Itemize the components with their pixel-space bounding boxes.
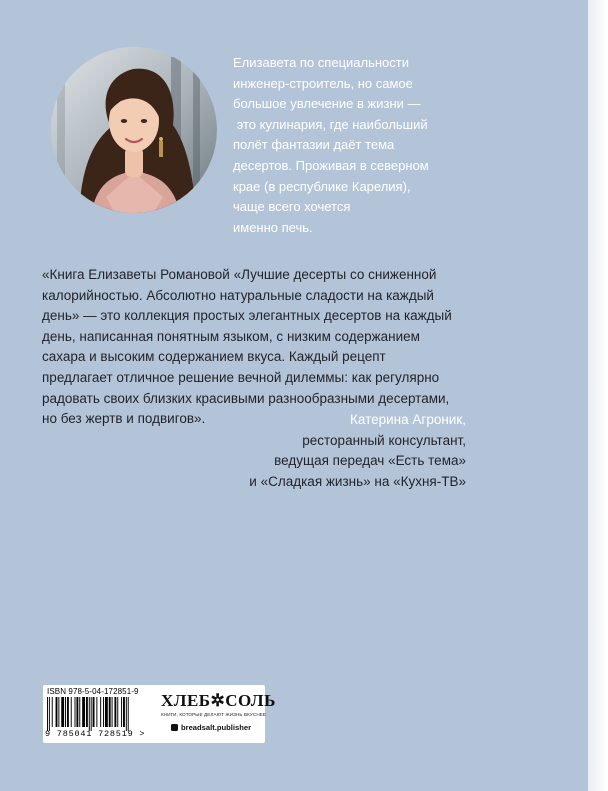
barcode-bar (56, 697, 58, 727)
attribution-role: и «Сладкая жизнь» на «Кухня-ТВ» (249, 473, 466, 489)
isbn-number: ISBN 978-5-04-172851-9 (47, 687, 139, 696)
author-photo-image (51, 47, 217, 213)
publisher-site (161, 723, 261, 732)
barcode-bar (79, 697, 80, 727)
attribution-name: Катерина Агроник, (350, 412, 466, 427)
barcode-digits: 9 785041 728519 > (45, 729, 146, 739)
review-quote (42, 265, 482, 430)
barcode-bar (112, 697, 113, 727)
barcode-bar (121, 697, 122, 727)
barcode-bar (100, 697, 101, 727)
author-bio (233, 53, 483, 238)
barcode-bar (61, 697, 64, 727)
barcode-bar (123, 697, 125, 727)
publisher-brand (161, 691, 276, 732)
quote-line: предлагает отличное решение вечной дилеммы: как регулярно (42, 369, 440, 385)
bio-line: именно печь. (233, 219, 313, 235)
author-portrait (51, 47, 217, 213)
quote-line: но без жертв и подвигов». (42, 411, 206, 427)
barcode-panel (43, 685, 276, 743)
barcode-bar (105, 697, 108, 727)
publisher-site-label: breadsalt.publisher (180, 723, 252, 732)
barcode-bar (52, 697, 53, 727)
bio-line: большое увлечение в жизни — (233, 96, 421, 112)
bio-line: десертов. Проживая в северном (233, 157, 429, 173)
publisher-tagline: КНИГИ, КОТОРЫЕ ДЕЛАЮТ ЖИЗНЬ ВКУСНЕЕ (161, 712, 267, 717)
bio-line: полёт фантазии даёт тема (233, 137, 395, 153)
barcode-bar (126, 697, 127, 731)
bio-line: Елизавета по специальности (233, 55, 409, 70)
barcode-image (46, 697, 156, 731)
quote-line: день» — это коллекция простых элегантных десертов на каждый (42, 308, 452, 324)
bio-line: чаще всего хочется (233, 199, 351, 215)
barcode-bar (96, 697, 97, 727)
book-spine-edge (588, 0, 608, 791)
barcode-bar (67, 697, 69, 727)
barcode-bar (58, 697, 59, 727)
barcode-bar (91, 697, 92, 731)
barcode-bar (82, 697, 85, 727)
barcode-bar (86, 697, 88, 727)
barcode-bar (49, 697, 50, 731)
barcode-bar (47, 697, 48, 731)
barcode-bar (75, 697, 76, 727)
barcode-bar (76, 697, 78, 727)
barcode-bar (71, 697, 72, 727)
barcode-bar (128, 697, 129, 731)
quote-line: день, написанная понятным языком, с низким содержанием (42, 328, 420, 344)
barcode-bar (109, 697, 111, 727)
quote-attribution (249, 410, 466, 492)
attribution-role: ведущая передач «Есть тема» (274, 453, 466, 469)
bio-line: это кулинария, где наибольший (233, 116, 428, 132)
bio-line: крае (в республике Карелия), (233, 178, 411, 194)
barcode-bar (103, 697, 104, 727)
barcode-bar (114, 697, 116, 727)
attribution-role: ресторанный консультант, (302, 432, 466, 448)
barcode-bar (117, 697, 118, 727)
bio-line: инженер-строитель, но самое (233, 75, 413, 91)
barcode-bar (93, 697, 95, 727)
quote-line: сахара и высоким содержанием вкуса. Каждый рецепт (42, 349, 386, 365)
publisher-logo: ХЛЕБ✲СОЛЬ (161, 691, 276, 710)
barcode-bar (89, 697, 90, 731)
quote-line: радовать своих близких красивыми разнообразными десертами, (42, 390, 450, 406)
quote-line: калорийностью. Абсолютно натуральные сладости на каждый (42, 287, 434, 303)
barcode-bar (65, 697, 66, 727)
quote-line: «Книга Елизаветы Романовой «Лучшие десерты со сниженной (42, 267, 437, 282)
social-icon (171, 724, 178, 731)
